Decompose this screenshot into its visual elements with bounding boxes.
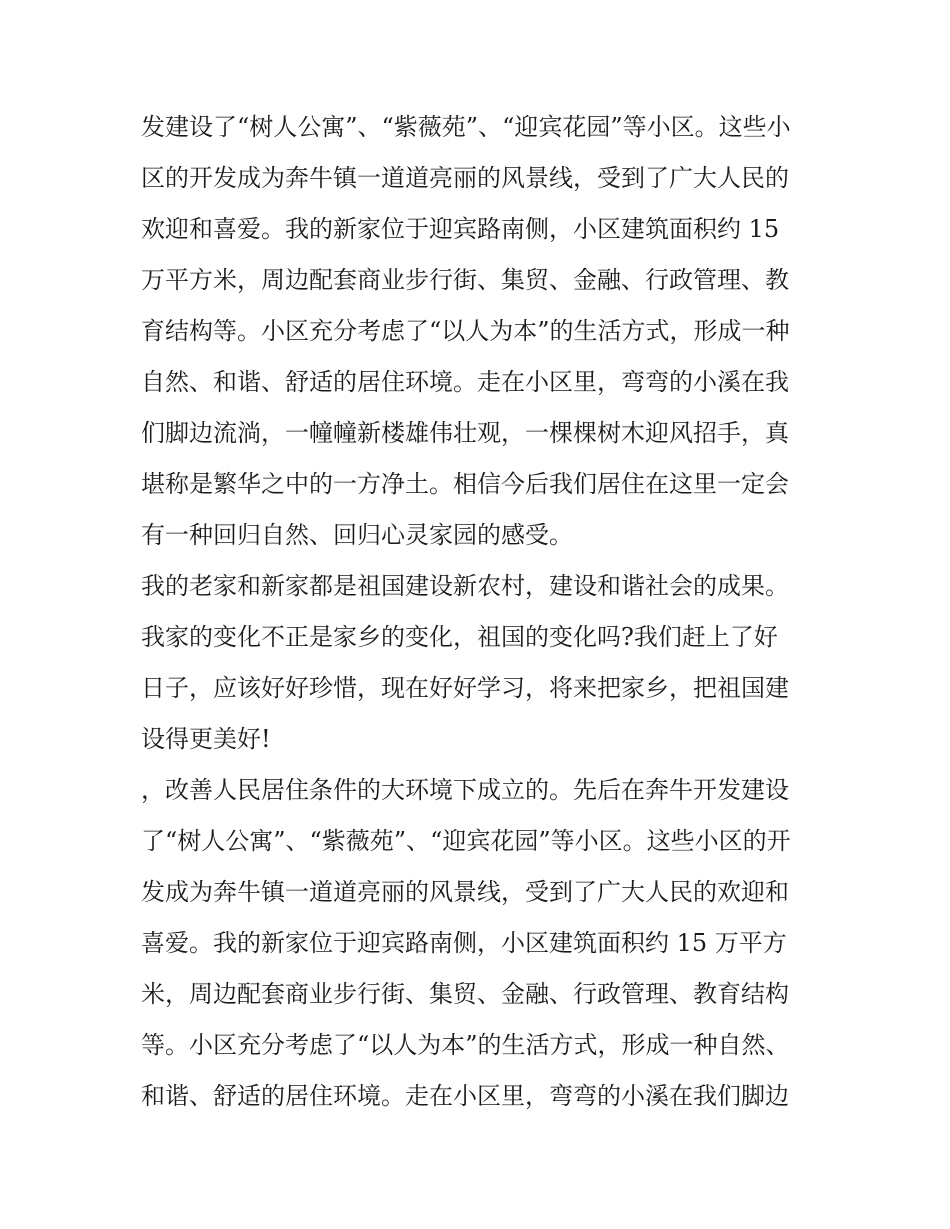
text-line-10: 我的老家和新家都是祖国建设新农村，建设和谐社会的成果。 (141, 572, 789, 600)
text-line-17: 喜爱。我的新家位于迎宾路南侧，小区建筑面积约 15 万平方 (141, 929, 787, 957)
text-line-16: 发成为奔牛镇一道道亮丽的风景线，受到了广大人民的欢迎和 (141, 878, 789, 906)
text-line-15: 了“树人公寓”、“紫薇苑”、“迎宾花园”等小区。这些小区的开 (141, 827, 791, 855)
body-text (141, 102, 821, 1122)
text-line-12: 日子，应该好好珍惜，现在好好学习，将来把家乡，把祖国建 (141, 674, 789, 702)
text-line-18: 米，周边配套商业步行街、集贸、金融、行政管理、教育结构 (141, 980, 789, 1008)
text-line-7: 们脚边流淌，一幢幢新楼雄伟壮观，一棵棵树木迎风招手，真 (141, 419, 789, 447)
text-line-2: 区的开发成为奔牛镇一道道亮丽的风景线，受到了广大人民的 (141, 164, 789, 192)
text-line-5: 育结构等。小区充分考虑了“以人为本”的生活方式，形成一种 (141, 317, 790, 345)
text-line-1: 发建设了“树人公寓”、“紫薇苑”、“迎宾花园”等小区。这些小 (141, 113, 791, 141)
text-line-11: 我家的变化不正是家乡的变化，祖国的变化吗?我们赶上了好 (141, 623, 778, 651)
text-line-8: 堪称是繁华之中的一方净土。相信今后我们居住在这里一定会 (141, 470, 789, 498)
text-line-20: 和谐、舒适的居住环境。走在小区里，弯弯的小溪在我们脚边 (141, 1082, 789, 1110)
text-line-6: 自然、和谐、舒适的居住环境。走在小区里，弯弯的小溪在我 (141, 368, 789, 396)
text-line-4: 万平方米，周边配套商业步行街、集贸、金融、行政管理、教 (141, 266, 789, 294)
text-line-19: 等。小区充分考虑了“以人为本”的生活方式，形成一种自然、 (141, 1031, 790, 1059)
text-line-14: ，改善人民居住条件的大环境下成立的。先后在奔牛开发建设 (141, 776, 789, 804)
text-line-3: 欢迎和喜爱。我的新家位于迎宾路南侧，小区建筑面积约 15 (141, 215, 780, 243)
text-line-9: 有一种回归自然、回归心灵家园的感受。 (141, 521, 573, 549)
text-line-13: 设得更美好! (141, 725, 271, 753)
